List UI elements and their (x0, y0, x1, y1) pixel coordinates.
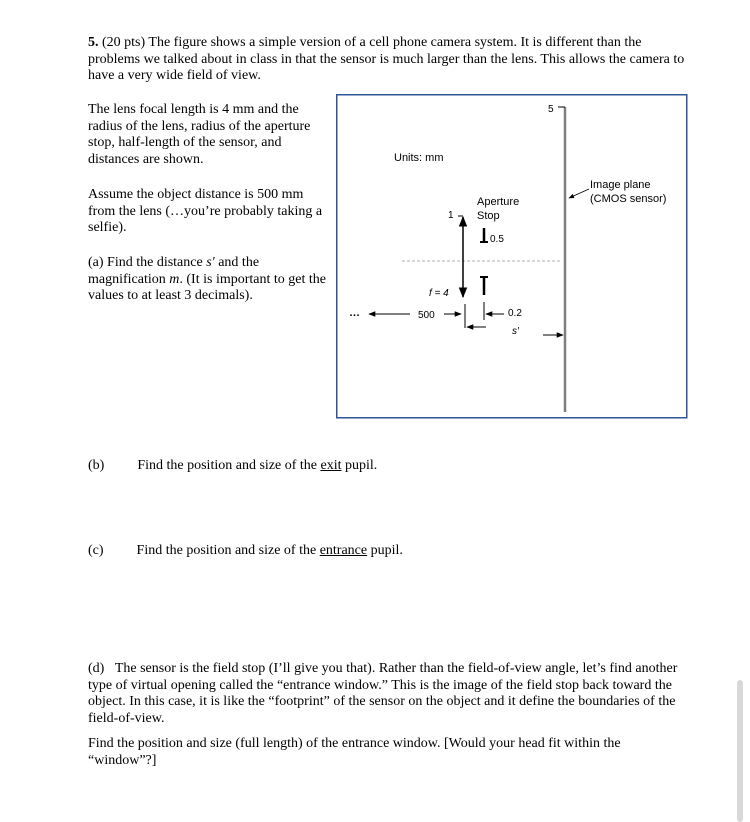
problem-number: 5. (88, 35, 99, 50)
exit-link-text: exit (320, 458, 342, 473)
part-d-label: (d) (88, 661, 105, 676)
part-c: (c) Find the position and size of the entrance pupil. (88, 543, 403, 558)
given-lens-info: The lens focal length is 4 mm and the radius of the lens, radius of the aperture stop, half-length of the sensor, and distances are shown. (88, 102, 311, 167)
problem-statement (88, 35, 688, 85)
aperture-label-1: Aperture (477, 196, 520, 208)
part-a (88, 255, 333, 305)
part-c-label: (c) (88, 543, 104, 558)
problem-intro: (20 pts) The figure shows a simple version of a cell phone camera system. It is different than the problems we talked about in class in that the sensor is much larger than the lens. This allows the camera to have a very wide field of view. (88, 35, 685, 83)
part-a-label: (a) (88, 255, 104, 270)
label-1: 1 (448, 210, 454, 221)
figure-border (337, 95, 687, 418)
label-5: 5 (548, 104, 554, 115)
label-s-prime: s′ (512, 326, 519, 337)
part-a-text: Find the distance s′ and the magnification m. (It is important to get the values to at least 3 decimals). (88, 255, 326, 303)
part-b-label: (b) (88, 458, 105, 473)
entrance-link-text: entrance (319, 543, 368, 558)
scrollbar[interactable] (737, 680, 743, 822)
part-d-followup: Find the position and size (full length) of the entrance window. [Would your head fit within the “window”?] (88, 736, 621, 768)
part-d-text: The sensor is the field stop (I’ll give you that). Rather than the field-of-view angle, let’s find another type of virtual opening called the “entrance window.” This is the image of the field stop back toward the object. In this case, it is like the “footprint” of the sensor on the object and it define the boundaries of the field-of-view. (88, 661, 678, 726)
image-plane-label-1: Image plane (590, 179, 651, 191)
aperture-label-2: Stop (477, 210, 500, 222)
label-0-5: 0.5 (490, 234, 504, 245)
part-b: (b) Find the position and size of the exit pupil. (88, 458, 378, 473)
camera-diagram (336, 94, 688, 419)
part-d (88, 661, 698, 727)
dots-label: … (349, 307, 360, 319)
focal-label: f = 4 (429, 288, 449, 299)
units-label: Units: mm (394, 152, 444, 164)
label-500: 500 (418, 310, 435, 321)
label-0-2: 0.2 (508, 308, 522, 319)
image-plane-label-2: (CMOS sensor) (590, 193, 667, 205)
given-object-distance: Assume the object distance is 500 mm from the lens (…you’re probably taking a selfie). (88, 187, 323, 235)
